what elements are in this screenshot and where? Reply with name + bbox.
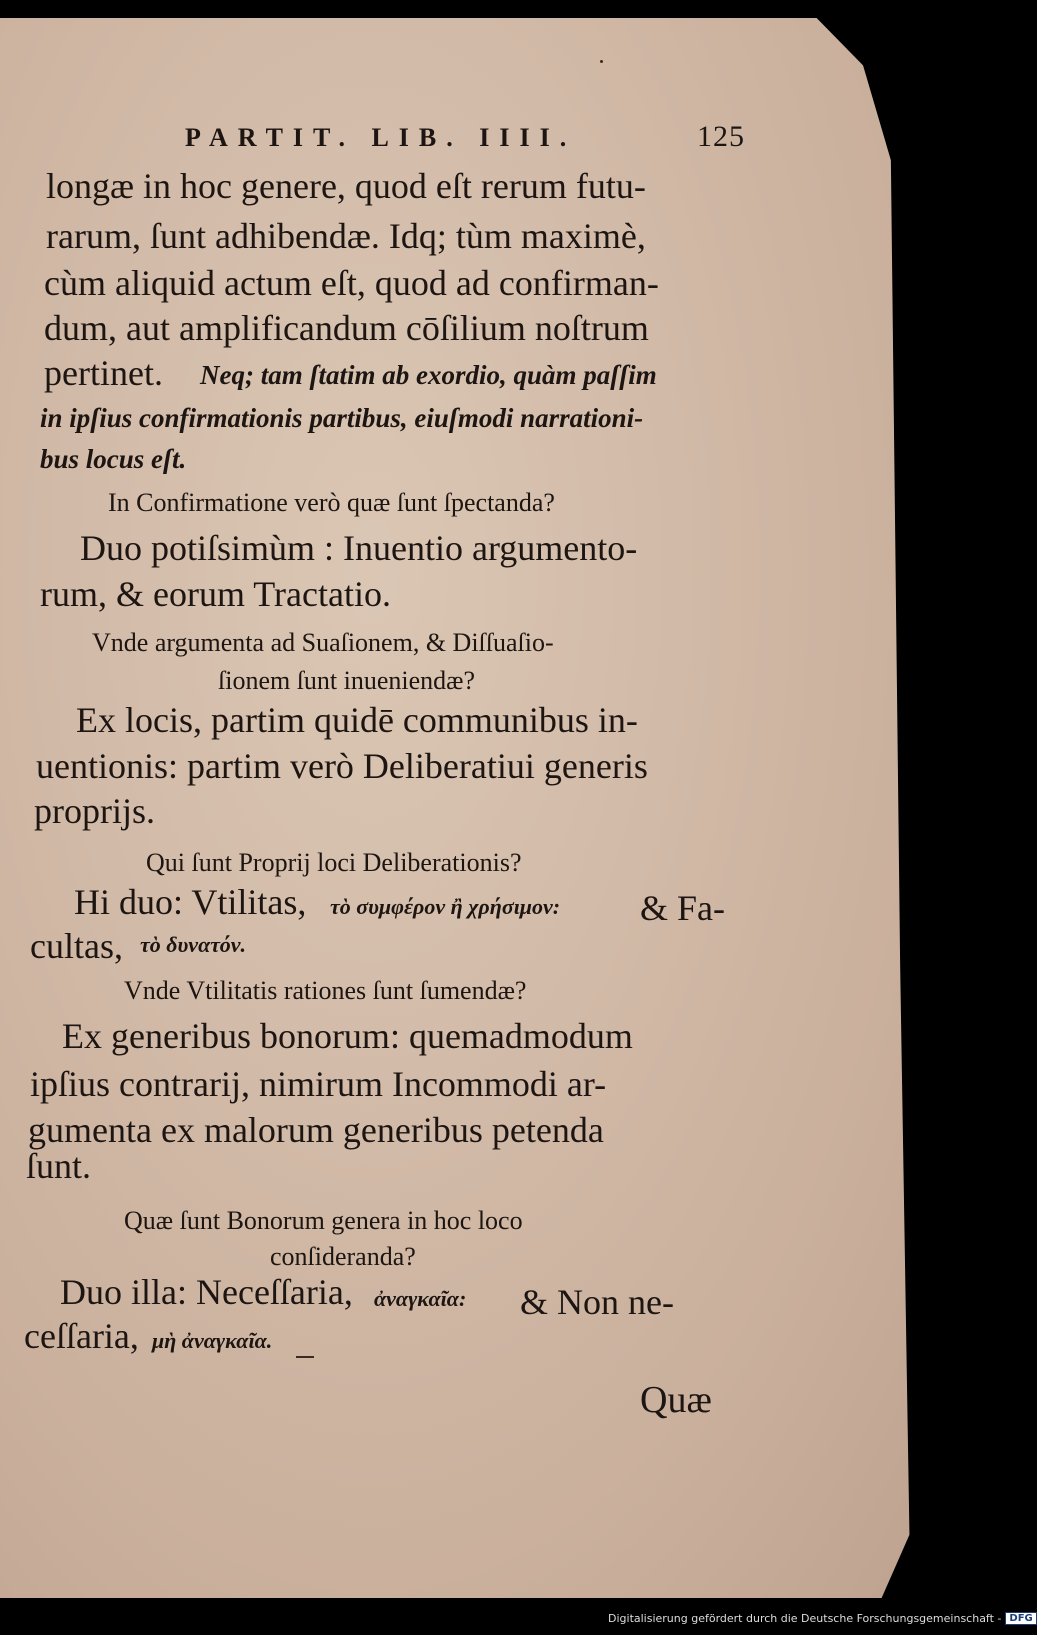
text-line: rarum, ſunt adhibendæ. Idq; tùm maximè, — [46, 216, 646, 256]
answer-line: proprijs. — [34, 791, 155, 831]
answer-line: cultas, — [30, 926, 123, 966]
greek-phrase: τὸ συμφέρον ἢ χρήσιμον: — [330, 894, 561, 919]
answer-line: ſunt. — [26, 1146, 92, 1186]
answer-line: Ex locis, partim quidē communibus in- — [76, 700, 638, 740]
paper-mark — [296, 1356, 314, 1358]
answer-line: Duo illa: Neceſſaria, — [60, 1272, 353, 1312]
answer-line: uentionis: partim verò Deliberatiui generis — [36, 746, 648, 786]
dfg-logo: DFG — [1005, 1612, 1036, 1625]
answer-line: ceſſaria, — [24, 1316, 139, 1356]
question-line: In Confirmatione verò quæ ſunt ſpectanda? — [108, 488, 555, 517]
italic-line: Neq; tam ſtatim ab exordio, quàm paſſim — [200, 360, 657, 390]
text-line: cùm aliquid actum eſt, quod ad confirman- — [44, 263, 659, 303]
answer-line: rum, & eorum Tractatio. — [40, 574, 391, 614]
greek-phrase: μὴ ἀναγκαῖα. — [152, 1328, 273, 1353]
italic-line: in ipſius confirmationis partibus, eiuſmodi narrationi- — [40, 403, 644, 433]
greek-phrase: ἀναγκαῖα: — [374, 1286, 467, 1311]
paper-speck — [600, 60, 603, 63]
answer-line: & Fa- — [640, 888, 725, 928]
running-title: PARTIT. LIB. IIII. — [185, 123, 577, 152]
answer-line: ipſius contrarij, nimirum Incommodi ar- — [30, 1064, 607, 1104]
greek-phrase: τὸ δυνατόν. — [140, 932, 246, 957]
answer-line: & Non ne- — [520, 1282, 674, 1322]
text-line: longæ in hoc genere, quod eſt rerum futu- — [46, 166, 646, 206]
question-line: Vnde argumenta ad Suaſionem, & Diſſuaſio- — [92, 628, 554, 657]
answer-line: Duo potiſsimùm : Inuentio argumento- — [80, 528, 638, 568]
credit-text: Digitalisierung gefördert durch die Deutsche Forschungsgemeinschaft - — [608, 1612, 1002, 1625]
text-line: pertinet. — [44, 353, 163, 393]
running-head — [185, 120, 745, 154]
catchword: Quæ — [640, 1379, 712, 1421]
question-line: conſideranda? — [270, 1242, 416, 1271]
italic-line: bus locus eſt. — [40, 444, 187, 474]
answer-line: Hi duo: Vtilitas, — [74, 882, 307, 922]
question-line: Vnde Vtilitatis rationes ſunt ſumendæ? — [124, 976, 527, 1005]
question-line: ſionem ſunt inueniendæ? — [218, 666, 476, 695]
page-number: 125 — [697, 120, 745, 153]
answer-line: Ex generibus bonorum: quemadmodum — [62, 1016, 633, 1056]
answer-line: gumenta ex malorum generibus petenda — [28, 1110, 604, 1150]
text-line: dum, aut amplificandum cōſilium noſtrum — [44, 308, 649, 348]
question-line: Qui ſunt Proprij loci Deliberationis? — [146, 848, 522, 877]
digitization-credit — [608, 1612, 1037, 1625]
question-line: Quæ ſunt Bonorum genera in hoc loco — [124, 1206, 523, 1235]
